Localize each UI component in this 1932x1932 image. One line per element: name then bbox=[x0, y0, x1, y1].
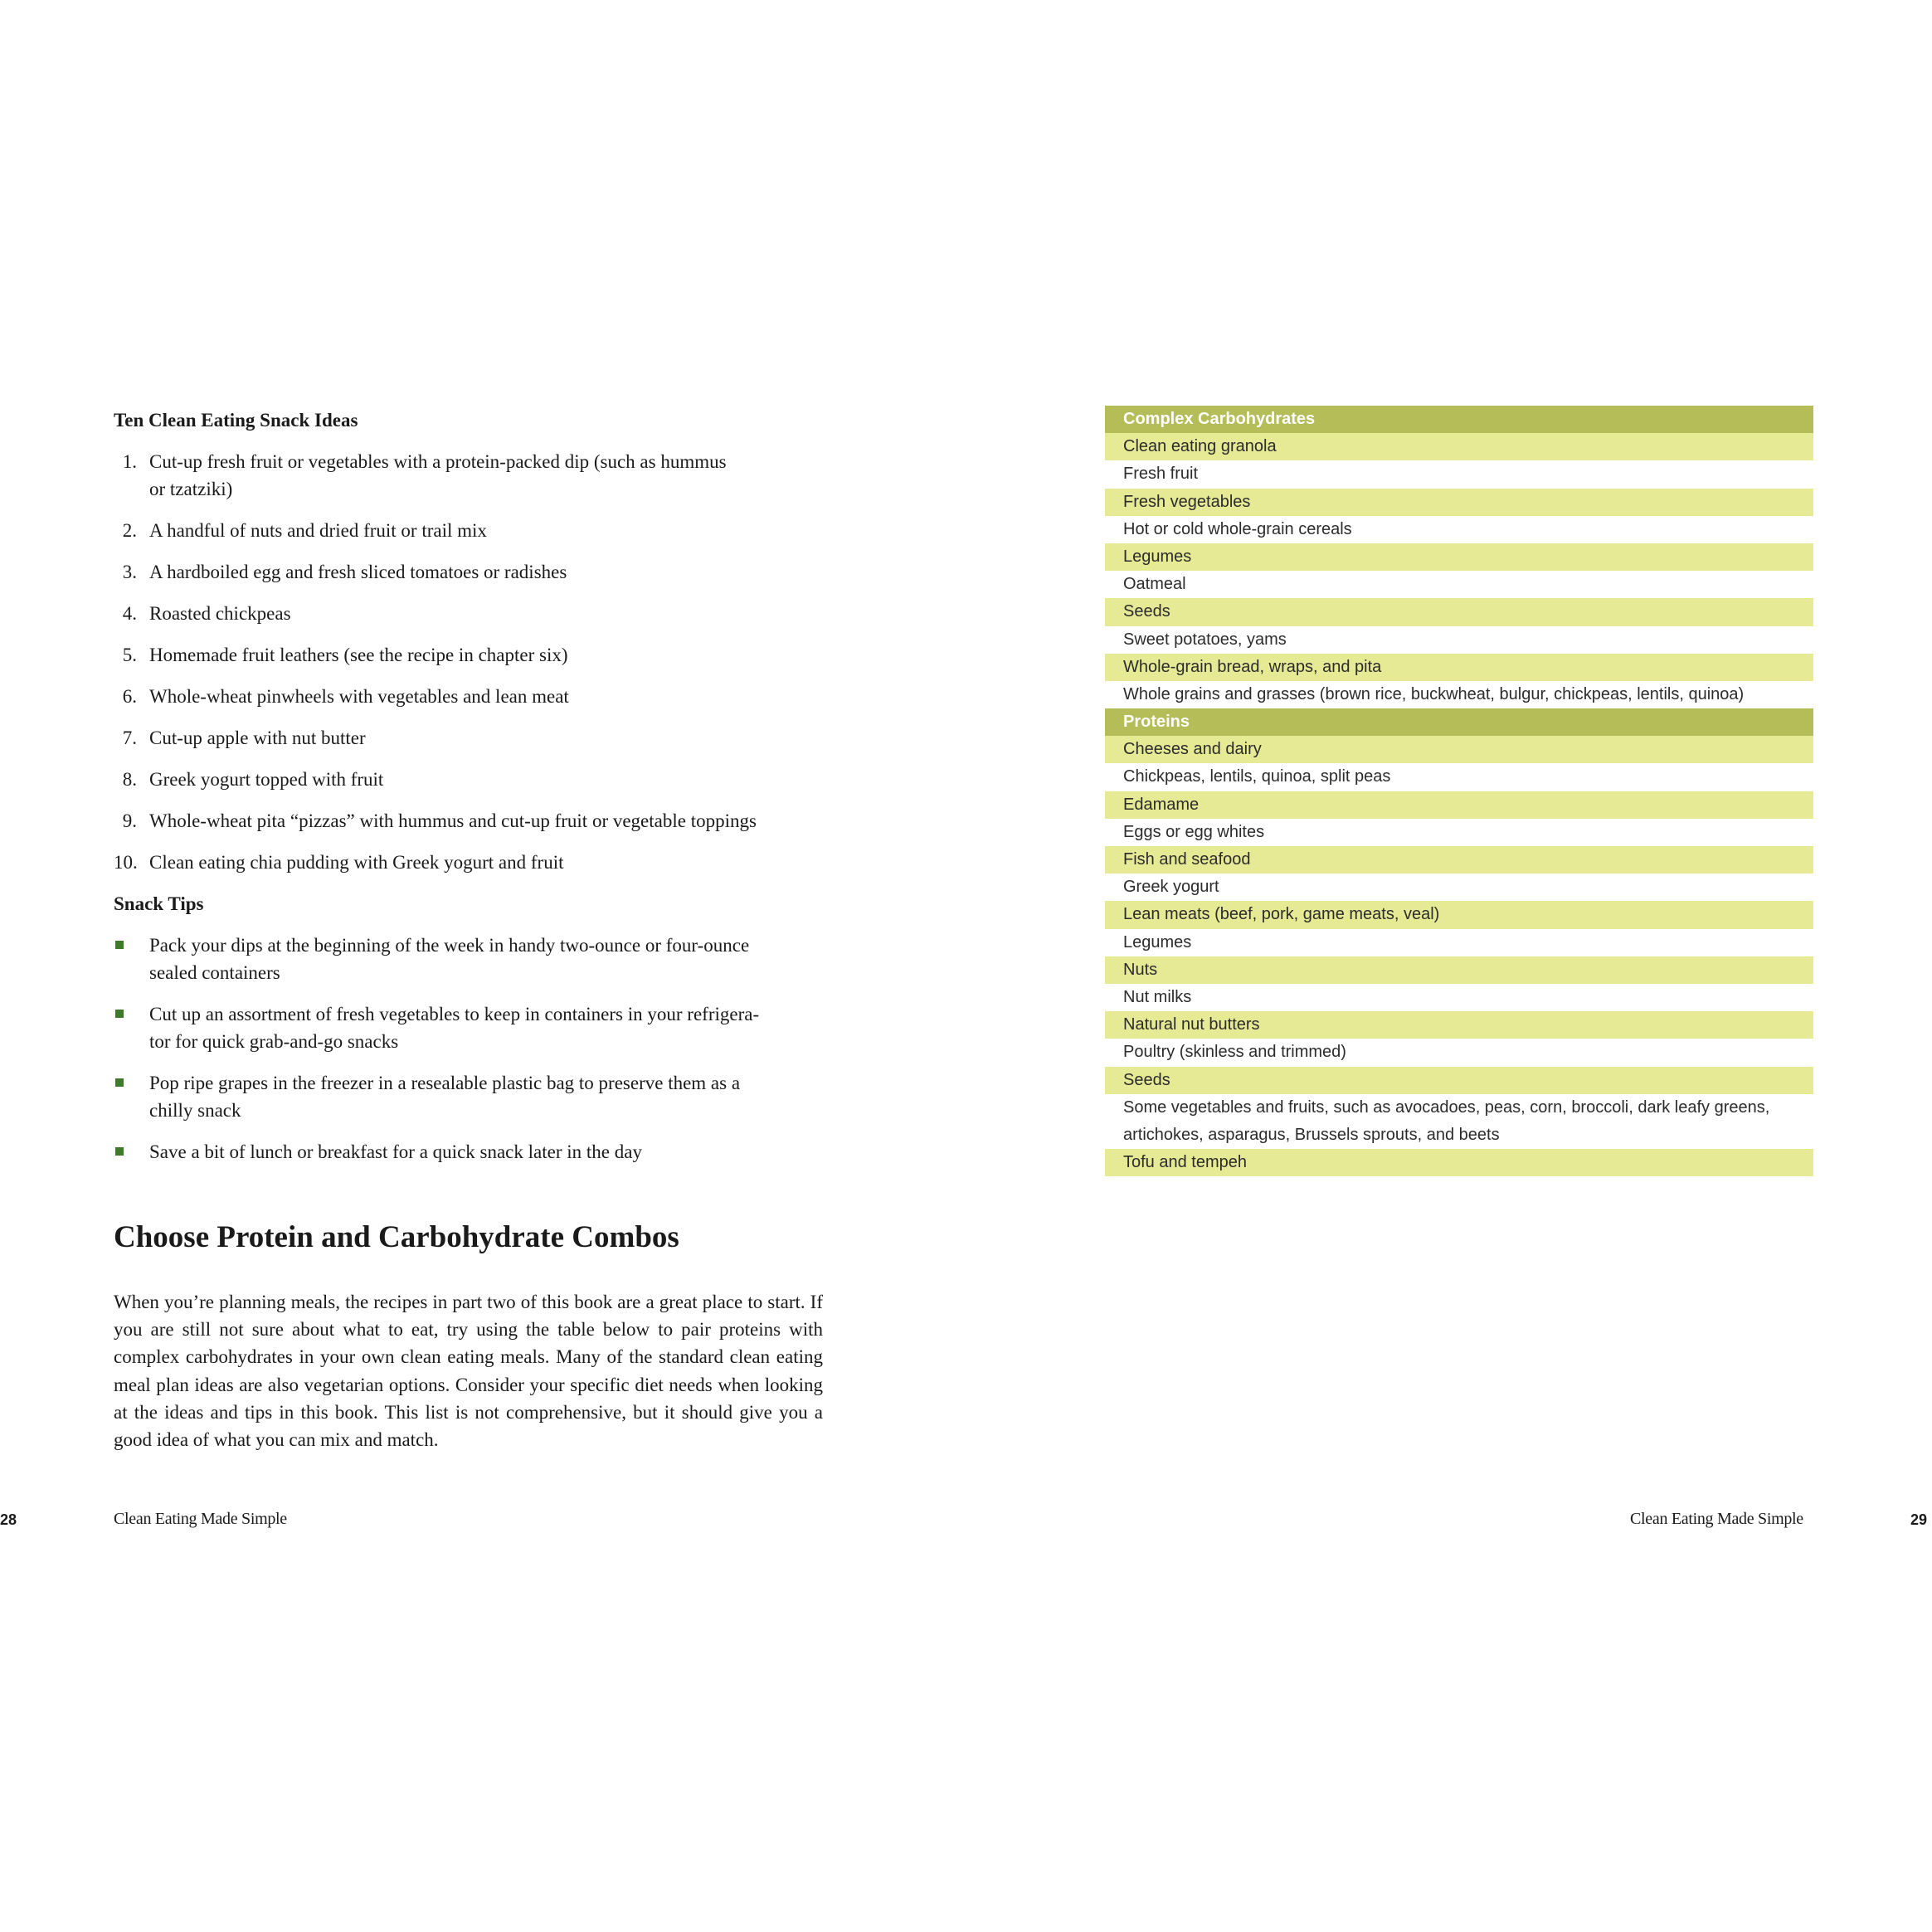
table-row: Seeds bbox=[1105, 1067, 1813, 1094]
table-row: Sweet potatoes, yams bbox=[1123, 630, 1287, 649]
table-row: Cheeses and dairy bbox=[1105, 736, 1813, 763]
running-title: Clean Eating Made Simple bbox=[1630, 1510, 1803, 1528]
right-page bbox=[966, 0, 1932, 1932]
list-item: Pack your dips at the beginning of the week in handy two-ounce or four-ounce sealed containers bbox=[114, 932, 823, 986]
food-pairing-table bbox=[1105, 406, 1813, 1176]
table-row: Natural nut butters bbox=[1105, 1011, 1813, 1039]
snack-ideas-heading: Ten Clean Eating Snack Ideas bbox=[114, 410, 358, 431]
table-row: Legumes bbox=[1123, 932, 1192, 951]
list-item: 7. Cut-up apple with nut butter bbox=[122, 728, 366, 748]
table-row: Some vegetables and fruits, such as avocadoes, peas, corn, broccoli, dark leafy greens, artichokes, asparagus, Brussels sprouts, and beets bbox=[1123, 1097, 1770, 1144]
table-row: Oatmeal bbox=[1123, 575, 1186, 594]
table-row: Whole-grain bread, wraps, and pita bbox=[1105, 654, 1813, 681]
table-row: Fish and seafood bbox=[1105, 846, 1813, 874]
list-item: 6. Whole-wheat pinwheels with vegetables and lean meat bbox=[122, 686, 569, 707]
table-row: Edamame bbox=[1105, 791, 1813, 819]
list-item: 5. Homemade fruit leathers (see the recipe in chapter six) bbox=[122, 645, 568, 665]
list-item: Cut up an assortment of fresh vegetables to keep in containers in your refrigera- tor for quick grab-and-go snacks bbox=[114, 1000, 823, 1055]
snack-tips-list bbox=[114, 932, 823, 1166]
square-bullet-icon bbox=[115, 1147, 124, 1156]
snack-column bbox=[114, 406, 823, 1180]
page-number: 29 bbox=[1910, 1511, 1928, 1528]
table-row: Chickpeas, lentils, quinoa, split peas bbox=[1123, 767, 1391, 786]
square-bullet-icon bbox=[115, 1078, 124, 1087]
table-row: Tofu and tempeh bbox=[1105, 1149, 1813, 1176]
list-item: 1. Cut-up fresh fruit or vegetables with a protein-packed dip (such as hummus or tzatziki) bbox=[122, 451, 727, 499]
running-title: Clean Eating Made Simple bbox=[114, 1510, 287, 1528]
section-title: Choose Protein and Carbohydrate Combos bbox=[114, 1220, 679, 1254]
table-row: Whole grains and grasses (brown rice, buckwheat, bulgur, chickpeas, lentils, quinoa) bbox=[1123, 684, 1745, 703]
table-row: Poultry (skinless and trimmed) bbox=[1123, 1043, 1346, 1062]
table-row: Eggs or egg whites bbox=[1123, 822, 1265, 841]
list-item: 9. Whole-wheat pita “pizzas” with hummus and cut-up fruit or vegetable toppings bbox=[122, 810, 757, 831]
body-paragraph: When you’re planning meals, the recipes in part two of this book are a great place to start. If you are still not sure about what to eat, try using the table below to pair proteins with complex carbohydrates in your own clean eating meals. Many of the standard clean eating meal plan ideas are also vegetarian options. Consider your specific diet needs when looking at the ideas and tips in this book. This list is not comprehensive, but it should give you a good idea of what you can mix and match. bbox=[114, 1292, 823, 1451]
table-row: Nuts bbox=[1105, 956, 1813, 984]
table-header-proteins: Proteins bbox=[1105, 708, 1813, 736]
table-row: Nut milks bbox=[1123, 987, 1192, 1006]
table-row: Fresh fruit bbox=[1123, 465, 1199, 484]
table-row: Greek yogurt bbox=[1123, 878, 1219, 897]
table-row: Clean eating granola bbox=[1105, 433, 1813, 460]
table-header-carbohydrates: Complex Carbohydrates bbox=[1105, 406, 1813, 433]
snack-ideas-list bbox=[114, 448, 823, 876]
square-bullet-icon bbox=[115, 1010, 124, 1018]
table-row: Legumes bbox=[1105, 543, 1813, 571]
list-item: 10. Clean eating chia pudding with Greek yogurt and fruit bbox=[114, 852, 564, 873]
square-bullet-icon bbox=[115, 941, 124, 949]
table-row: Fresh vegetables bbox=[1105, 489, 1813, 516]
list-item: 8. Greek yogurt topped with fruit bbox=[122, 769, 384, 790]
list-item: Pop ripe grapes in the freezer in a resealable plastic bag to preserve them as a chilly snack bbox=[114, 1069, 823, 1124]
list-item: 4. Roasted chickpeas bbox=[122, 603, 291, 624]
snack-tips-heading: Snack Tips bbox=[114, 893, 204, 914]
list-item: Save a bit of lunch or breakfast for a quick snack later in the day bbox=[114, 1138, 823, 1166]
list-item: 2. A handful of nuts and dried fruit or trail mix bbox=[122, 520, 487, 541]
table-row: Lean meats (beef, pork, game meats, veal) bbox=[1105, 901, 1813, 928]
table-row: Hot or cold whole-grain cereals bbox=[1123, 519, 1352, 538]
list-item: 3. A hardboiled egg and fresh sliced tomatoes or radishes bbox=[122, 562, 567, 582]
table-row: Seeds bbox=[1105, 598, 1813, 625]
page-number: 28 bbox=[0, 1511, 17, 1528]
